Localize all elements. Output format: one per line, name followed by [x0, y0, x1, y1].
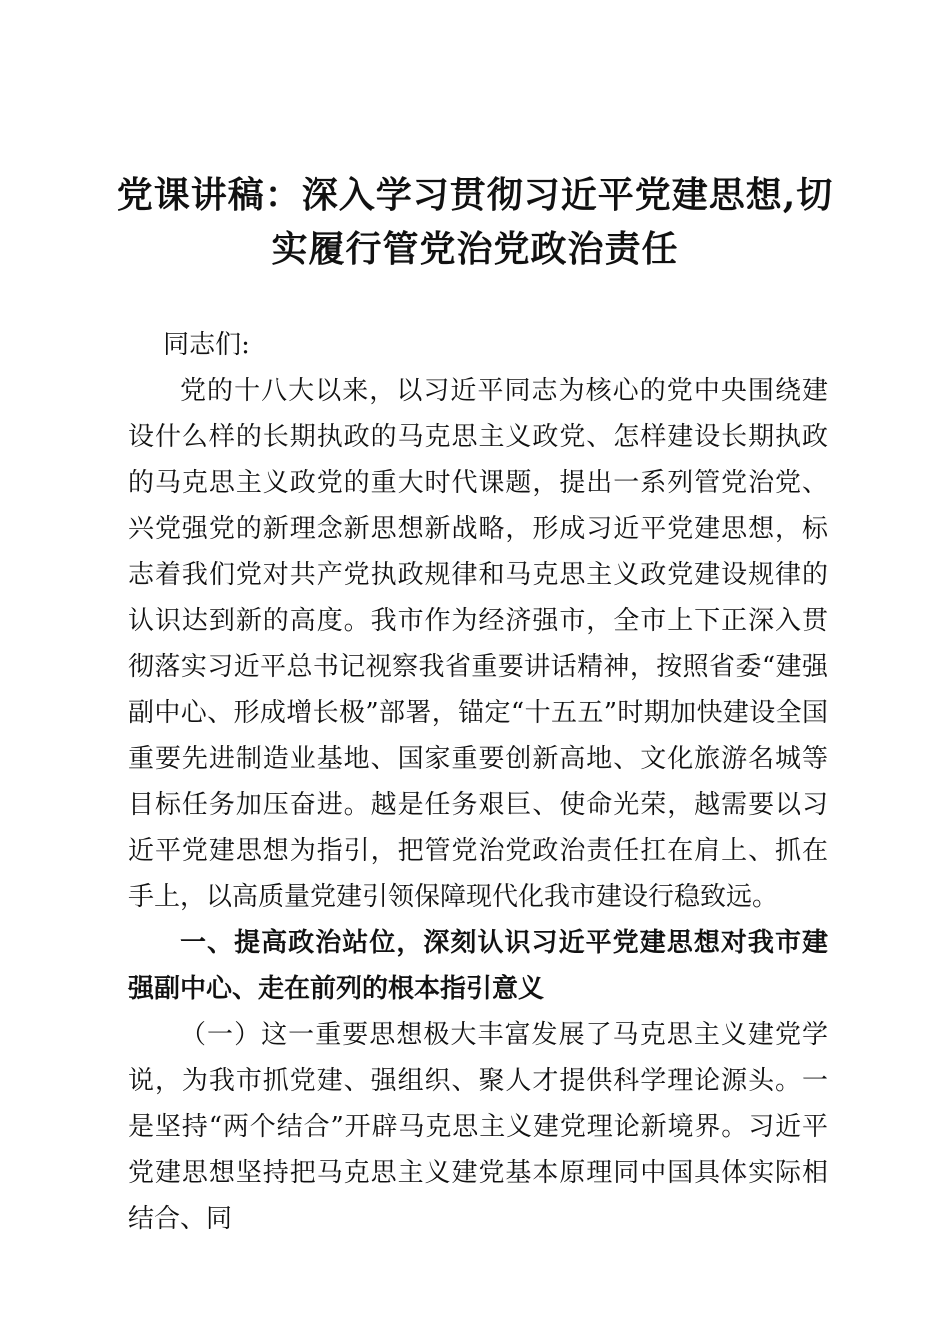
document-body	[128, 322, 828, 1242]
section-paragraph: （一）这一重要思想极大丰富发展了马克思主义建党学说，为我市抓党建、强组织、聚人才提供科学理论源头。一是坚持“两个结合”开辟马克思主义建党理论新境界。习近平党建思想坚持把马克思主义建党基本原理同中国具体实际相结合、同	[128, 1020, 828, 1234]
document-title: 党课讲稿：深入学习贯彻习近平党建思想,切实履行管党治党政治责任	[116, 174, 834, 270]
section-heading: 一、提高政治站位，深刻认识习近平党建思想对我市建强副中心、走在前列的根本指引意义	[128, 928, 828, 1004]
intro-paragraph: 党的十八大以来，以习近平同志为核心的党中央围绕建设什么样的长期执政的马克思主义政党、怎样建设长期执政的马克思主义政党的重大时代课题，提出一系列管党治党、兴党强党的新理念新思想新战略，形成习近平党建思想，标志着我们党对共产党执政规律和马克思主义政党建设规律的认识达到新的高度。我市作为经济强市，全市上下正深入贯彻落实习近平总书记视察我省重要讲话精神，按照省委“建强副中心、形成增长极”部署，锚定“十五五”时期加快建设全国重要先进制造业基地、国家重要创新高地、文化旅游名城等目标任务加压奋进。越是任务艰巨、使命光荣，越需要以习近平党建思想为指引，把管党治党政治责任扛在肩上、抓在手上，以高质量党建引领保障现代化我市建设行稳致远。	[128, 376, 828, 912]
greeting: 同志们:	[163, 330, 250, 360]
